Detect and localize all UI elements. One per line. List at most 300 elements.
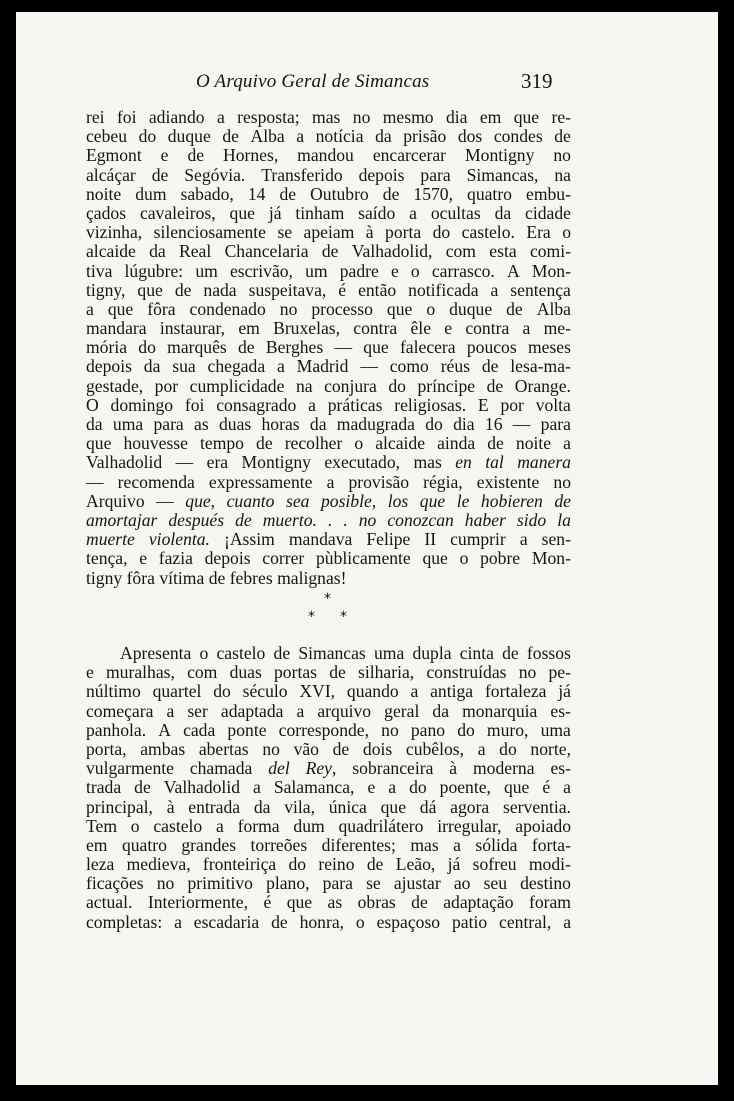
- word: [544, 319, 571, 338]
- word: [251, 836, 308, 855]
- word: [287, 893, 312, 912]
- word-part: que: [107, 298, 134, 319]
- text-line: [86, 569, 571, 588]
- word: [227, 492, 275, 511]
- word-part: chegada: [207, 356, 266, 377]
- word: [118, 473, 195, 492]
- word-part: dois: [362, 738, 393, 759]
- word-part: êle: [410, 318, 432, 339]
- word-part: no: [352, 107, 371, 127]
- word-part: Chancelaria: [224, 241, 309, 262]
- word: [86, 798, 153, 817]
- word-part: príncipe: [417, 375, 476, 396]
- word: [520, 530, 528, 549]
- word: [333, 740, 350, 759]
- text-line: [86, 377, 571, 396]
- word-part: à: [449, 758, 458, 779]
- word: [502, 644, 519, 663]
- word-part: sua: [172, 356, 196, 377]
- word: [86, 453, 162, 472]
- word-part: da: [432, 700, 450, 721]
- text-line: [86, 836, 571, 855]
- word: [329, 798, 367, 817]
- word: [86, 300, 94, 319]
- word: [321, 492, 376, 511]
- word-part: construídas: [426, 662, 507, 683]
- word-part: castelo: [216, 643, 266, 663]
- word-part: Outubro: [310, 183, 369, 204]
- word-part: silenciosamente: [153, 222, 266, 243]
- word: [148, 893, 248, 912]
- word: [417, 377, 475, 396]
- word: [485, 415, 503, 434]
- word-part: —: [175, 452, 194, 473]
- word: [181, 185, 234, 204]
- word-part: dá: [419, 796, 437, 817]
- word-part: alcaide: [86, 241, 136, 262]
- word: [409, 204, 417, 223]
- word: [558, 682, 571, 701]
- word-part: a: [519, 529, 528, 550]
- word-part: o: [459, 548, 469, 569]
- word-part: central,: [499, 911, 552, 932]
- word-part: mandou: [297, 145, 354, 166]
- word: [86, 262, 112, 281]
- word: [537, 300, 571, 319]
- word-part: abertas: [198, 738, 249, 759]
- text-line: [86, 663, 571, 682]
- word-part: houvesse: [123, 433, 188, 454]
- word: [367, 855, 384, 874]
- word-part: de: [481, 356, 499, 377]
- word: [356, 913, 365, 932]
- word: [460, 644, 494, 663]
- word: [277, 223, 292, 242]
- word: [154, 223, 266, 242]
- word-part: que: [229, 202, 255, 223]
- word: [289, 530, 353, 549]
- word: [517, 453, 571, 472]
- word-part: vão: [293, 738, 319, 759]
- word: [391, 262, 399, 281]
- word: [273, 319, 340, 338]
- word-part: Rey: [305, 758, 332, 779]
- word: [293, 817, 324, 836]
- word: [480, 108, 502, 127]
- word-part: pano: [410, 719, 446, 740]
- word: [86, 357, 132, 376]
- word-part: processo: [311, 298, 373, 319]
- word-part: o: [562, 222, 571, 243]
- word-part: sen-: [541, 529, 571, 550]
- word: [185, 396, 205, 415]
- word-part: —: [512, 414, 531, 434]
- word-part: suspeitava,: [248, 279, 327, 300]
- word-part: tal: [485, 452, 504, 473]
- word: [541, 415, 571, 434]
- word-part: haber: [464, 509, 506, 530]
- word: [284, 798, 315, 817]
- word-part: do: [432, 222, 451, 243]
- word: [205, 549, 251, 568]
- word-part: vulgarmente: [86, 758, 174, 779]
- word: [467, 338, 517, 357]
- word-part: dos: [457, 126, 483, 147]
- word: [86, 281, 125, 300]
- word: [225, 242, 309, 261]
- word-part: plano,: [266, 873, 310, 894]
- word: [423, 473, 463, 492]
- word-part: executado,: [324, 452, 401, 473]
- word-part: cumprir: [450, 529, 506, 550]
- word-part: fazia: [158, 548, 193, 569]
- word-part: a: [388, 777, 397, 798]
- page-number: 319: [521, 69, 553, 93]
- word-part: nada: [203, 279, 237, 300]
- word-part: de: [273, 643, 291, 663]
- word-part: de: [222, 126, 239, 147]
- word-part: escadaria: [193, 911, 260, 932]
- word: [473, 759, 535, 778]
- word-part: manera: [517, 452, 571, 473]
- word-part: Egmont: [86, 145, 142, 166]
- word-part: que,: [185, 490, 216, 511]
- word-part: mandara: [86, 318, 147, 339]
- word: [296, 702, 304, 721]
- word: [363, 338, 388, 357]
- word-part: Interiormente,: [147, 892, 248, 913]
- word: [507, 262, 520, 281]
- word-part: conozcan: [387, 509, 454, 530]
- word: [430, 682, 473, 701]
- word: [184, 166, 245, 185]
- text-line: [86, 338, 571, 357]
- word-part: na: [554, 164, 571, 185]
- word-part: em: [479, 107, 502, 127]
- word-part: falecera: [399, 337, 456, 358]
- word-part: vítima: [159, 567, 205, 588]
- word: [190, 759, 253, 778]
- word-part: primitivo: [187, 873, 253, 894]
- word: [298, 644, 365, 663]
- word-part: por: [154, 375, 179, 396]
- word: [271, 913, 288, 932]
- word-part: do: [138, 126, 157, 147]
- word: [420, 492, 445, 511]
- word: [432, 262, 495, 281]
- text-line: [86, 913, 571, 932]
- word-part: se: [277, 222, 293, 243]
- word-part: Valhadolid,: [351, 241, 433, 262]
- word: [316, 127, 364, 146]
- word-part: uma: [112, 414, 144, 434]
- word: [413, 453, 441, 472]
- word-part: la: [557, 509, 571, 530]
- word-part: século: [242, 681, 288, 702]
- word-part: conjura: [324, 375, 377, 396]
- word-part: fortaleza: [484, 681, 547, 702]
- word-part: quatro: [467, 183, 512, 204]
- word: [340, 262, 379, 281]
- word: [187, 702, 208, 721]
- word-part: geral: [384, 700, 420, 721]
- word: [269, 204, 282, 223]
- word-part: duque: [167, 126, 211, 147]
- word-part: norte,: [530, 738, 571, 759]
- word: [457, 492, 470, 511]
- word: [452, 913, 487, 932]
- word: [122, 836, 167, 855]
- word: [374, 644, 404, 663]
- word-part: .: [327, 509, 333, 530]
- word-part: entrada: [188, 796, 241, 817]
- word-part: a: [86, 298, 94, 319]
- word: [86, 146, 142, 165]
- word: [155, 377, 178, 396]
- word-part: a: [563, 777, 571, 798]
- word-part: actual.: [86, 892, 133, 913]
- word-part: no: [381, 719, 399, 740]
- word: [285, 434, 343, 453]
- word-part: serventia.: [503, 796, 571, 817]
- word-part: arquivo: [317, 700, 372, 721]
- word-part: de: [208, 567, 226, 588]
- word: [305, 262, 327, 281]
- word-part: en: [455, 452, 472, 473]
- word-part: marquês: [167, 337, 227, 358]
- word-part: vizinha,: [86, 222, 143, 243]
- word-part: XVI,: [299, 681, 336, 702]
- word: [296, 127, 304, 146]
- word: [274, 778, 355, 797]
- word-part: recomenda: [117, 471, 195, 492]
- word-part: dupla: [412, 643, 452, 663]
- text-line: [86, 204, 571, 223]
- word-part: depois: [86, 356, 132, 377]
- word-part: com: [187, 662, 218, 683]
- word: [504, 778, 529, 797]
- word: [367, 778, 375, 797]
- word: [485, 453, 504, 472]
- word: [86, 893, 132, 912]
- word: [308, 396, 316, 415]
- word-part: cavaleiros,: [139, 202, 216, 223]
- word: [242, 453, 311, 472]
- word: [388, 377, 406, 396]
- word: [227, 721, 266, 740]
- word: [453, 836, 461, 855]
- word-part: no: [156, 873, 175, 894]
- word-part: 1570,: [413, 183, 453, 204]
- word-part: que: [422, 548, 448, 569]
- running-title: O Arquivo Geral de Simancas: [196, 71, 430, 92]
- word: [381, 721, 399, 740]
- text-line: [86, 127, 571, 146]
- word-part: castelo.: [461, 222, 515, 243]
- word: [86, 415, 103, 434]
- word: [329, 663, 346, 682]
- word: [446, 242, 476, 261]
- word-part: religiosas.: [394, 394, 467, 415]
- word: [484, 874, 507, 893]
- text-line: [86, 778, 571, 797]
- word: [238, 817, 280, 836]
- word-part: comi-: [529, 241, 571, 262]
- text-line: [86, 300, 571, 319]
- word: [185, 492, 215, 511]
- word: [519, 663, 537, 682]
- word: [153, 682, 202, 701]
- word: [86, 108, 105, 127]
- word: [503, 798, 571, 817]
- word: [387, 511, 453, 530]
- section-separator: [286, 592, 376, 632]
- word: [223, 146, 278, 165]
- word-part: a: [477, 738, 486, 759]
- word: [322, 242, 339, 261]
- word: [520, 874, 571, 893]
- word: [279, 185, 296, 204]
- word: [187, 146, 204, 165]
- word: [454, 874, 471, 893]
- word: [550, 759, 571, 778]
- word: [86, 319, 147, 338]
- word: [209, 569, 226, 588]
- word-part: torreões: [250, 834, 308, 855]
- word-part: a: [166, 700, 175, 721]
- word-part: que: [503, 777, 530, 798]
- word-part: já: [268, 202, 282, 223]
- word-part: noite: [86, 183, 122, 204]
- word-part: da: [375, 126, 392, 147]
- word-part: a: [296, 700, 305, 721]
- text-line: [86, 721, 571, 740]
- word-part: as: [327, 892, 343, 913]
- word: [485, 682, 547, 701]
- word: [111, 396, 174, 415]
- word-part: condenado: [189, 298, 266, 319]
- word-part: o: [355, 911, 365, 932]
- word-part: obras: [357, 892, 396, 913]
- word: [324, 453, 400, 472]
- word: [529, 893, 571, 912]
- word-part: febres: [229, 567, 273, 588]
- book-page: [16, 12, 718, 1085]
- word: [175, 281, 192, 300]
- word-part: escrivão,: [229, 260, 293, 281]
- word-part: a: [216, 107, 225, 127]
- word-part: volta: [535, 394, 571, 415]
- word-part: prisão: [403, 126, 447, 147]
- word: [409, 778, 427, 797]
- word: [166, 702, 174, 721]
- word-part: cuanto: [226, 490, 275, 511]
- word: [542, 530, 571, 549]
- word: [420, 798, 437, 817]
- text-line: [86, 242, 571, 261]
- word: [86, 204, 126, 223]
- word-part: honra,: [299, 911, 345, 932]
- word: [86, 473, 104, 492]
- word: [563, 913, 571, 932]
- word: [465, 511, 506, 530]
- word: [411, 893, 428, 912]
- word-part: notificada: [408, 279, 479, 300]
- word-part: depois: [204, 548, 251, 569]
- word-part: Mon-: [531, 548, 571, 569]
- word: [160, 319, 225, 338]
- word-part: no: [553, 471, 571, 492]
- word: [510, 357, 571, 376]
- word-part: de: [382, 183, 400, 204]
- word: [411, 682, 419, 701]
- word-part: malignas!: [277, 567, 347, 588]
- word-part: que: [286, 892, 313, 913]
- word: [221, 702, 284, 721]
- word-part: dia: [445, 107, 468, 127]
- word: [86, 530, 135, 549]
- word-part: sofreu: [472, 854, 517, 875]
- word: [526, 185, 571, 204]
- word-part: de: [332, 738, 350, 759]
- word-part: é: [263, 892, 272, 913]
- word-part: de: [487, 433, 504, 454]
- word: [457, 721, 475, 740]
- word: [187, 874, 253, 893]
- word-part: padre: [339, 260, 379, 281]
- word: [140, 740, 185, 759]
- word-part: tiva: [86, 260, 113, 281]
- word-part: que: [86, 433, 112, 454]
- word-part: de: [134, 777, 151, 798]
- text-line: [86, 146, 571, 165]
- word: [125, 262, 184, 281]
- word-part: seu: [483, 873, 508, 894]
- word: [86, 759, 174, 778]
- word: [536, 396, 571, 415]
- word: [475, 836, 517, 855]
- word-part: monarquia: [462, 700, 538, 721]
- word-part: castelo: [153, 815, 203, 836]
- word-part: muro,: [486, 719, 529, 740]
- word: [513, 415, 531, 434]
- word: [453, 415, 475, 434]
- word-part: fôra: [147, 298, 176, 319]
- text-line: [86, 874, 571, 893]
- word: [262, 415, 300, 434]
- word-part: duque: [449, 298, 493, 319]
- word: [443, 893, 513, 912]
- word-part: resposta;: [237, 107, 300, 127]
- word-part: de: [321, 241, 339, 262]
- word-part: no: [553, 145, 571, 166]
- word: [506, 300, 523, 319]
- word: [527, 644, 571, 663]
- word-part: ficações: [86, 873, 144, 894]
- word: [388, 492, 409, 511]
- word: [413, 185, 453, 204]
- word: [295, 204, 344, 223]
- word: [300, 913, 344, 932]
- word: [199, 740, 249, 759]
- word: [161, 146, 169, 165]
- word-part: é: [542, 777, 551, 798]
- word-part: —: [334, 337, 353, 358]
- word-part: no: [358, 509, 377, 530]
- word-part: meses: [527, 337, 571, 358]
- word: [188, 798, 240, 817]
- text-line: [86, 453, 571, 472]
